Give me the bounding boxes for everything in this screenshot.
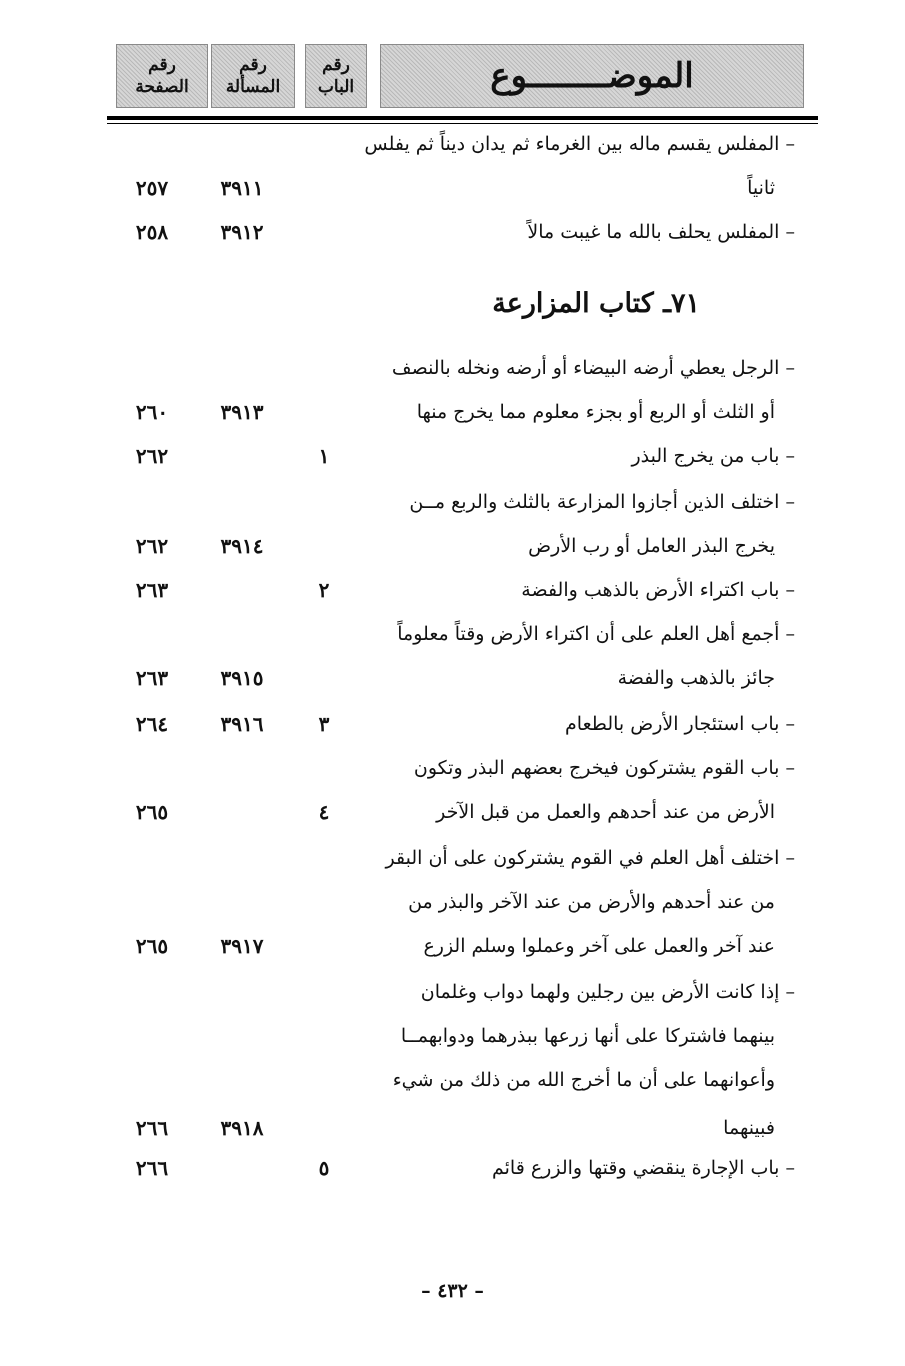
header-masala-col [211, 44, 295, 108]
toc-row [0, 706, 905, 742]
toc-row [0, 928, 905, 964]
toc-row [0, 1062, 905, 1098]
row-text: – اختلف أهل العلم في القوم يشتركون على أن البقر [385, 847, 795, 869]
toc-row [0, 572, 905, 608]
toc-row [0, 1110, 905, 1146]
section-title: ٧١ـ كتاب المزارعة [492, 288, 700, 319]
row-bab: ٣ [318, 712, 330, 736]
row-page: ٢٦٤ [135, 712, 169, 736]
row-text: وأعوانهما على أن ما أخرج الله من ذلك من شيء [392, 1069, 775, 1091]
header-bab-label-1: رقم [322, 55, 350, 75]
header-rule-thick [107, 116, 818, 120]
row-page: ٢٦٦ [135, 1156, 169, 1180]
row-text: – باب الإجارة ينقضي وقتها والزرع قائم [491, 1157, 795, 1179]
row-bab: ٤ [318, 800, 330, 824]
row-text: – أجمع أهل العلم على أن اكتراء الأرض وقتاً معلوماً [397, 623, 795, 645]
row-text: الأرض من عند أحدهم والعمل من قبل الآخر [436, 801, 775, 823]
row-text: ثانياً [747, 177, 775, 199]
row-text: أو الثلث أو الربع أو بجزء معلوم مما يخرج منها [416, 401, 775, 423]
toc-row [0, 170, 905, 206]
toc-row [0, 438, 905, 474]
toc-row [0, 394, 905, 430]
toc-row [0, 1018, 905, 1054]
row-text: من عند أحدهم والأرض من عند الآخر والبذر من [408, 891, 775, 913]
row-text: – باب القوم يشتركون فيخرج بعضهم البذر وتكون [413, 757, 795, 779]
row-text: جائز بالذهب والفضة [617, 667, 775, 689]
row-text: بينهما فاشتركا على أنها زرعها ببذرهما ودوابهمــا [400, 1025, 775, 1047]
row-page: ٢٥٧ [135, 176, 169, 200]
toc-row [0, 750, 905, 786]
toc-row [0, 350, 905, 386]
row-page: ٢٦٣ [135, 666, 169, 690]
row-text: – باب اكتراء الأرض بالذهب والفضة [521, 579, 795, 601]
header-masala-label-2: المسألة [225, 77, 281, 97]
header-bab-label-2: الباب [317, 77, 355, 97]
row-page: ٢٦٣ [135, 578, 169, 602]
header-subject-label: الموضــــــــوع [490, 56, 694, 96]
row-page: ٢٦٥ [135, 934, 169, 958]
row-text: يخرج البذر العامل أو رب الأرض [528, 535, 775, 557]
row-masala: ٣٩١٦ [220, 712, 264, 736]
header-rule-thin [107, 123, 818, 124]
row-masala: ٣٩١٢ [220, 220, 264, 244]
row-page: ٢٦٢ [135, 444, 169, 468]
row-bab: ١ [318, 444, 330, 468]
row-page: ٢٥٨ [135, 220, 169, 244]
row-masala: ٣٩١٣ [220, 400, 264, 424]
row-text: فبينهما [723, 1117, 775, 1139]
row-text: – المفلس يقسم ماله بين الغرماء ثم يدان ديناً ثم يفلس [364, 133, 795, 155]
row-text: عند آخر والعمل على آخر وعملوا وسلم الزرع [423, 935, 775, 957]
header-masala-label-1: رقم [239, 55, 267, 75]
page-number: – ٤٣٢ – [421, 1280, 484, 1302]
row-bab: ٥ [318, 1156, 330, 1180]
row-text: – باب من يخرج البذر [631, 445, 795, 467]
row-masala: ٣٩١٤ [220, 534, 264, 558]
row-page: ٢٦٦ [135, 1116, 169, 1140]
row-text: – اختلف الذين أجازوا المزارعة بالثلث والربع مــن [409, 491, 795, 513]
toc-row [0, 884, 905, 920]
header-page-label-1: رقم [148, 55, 176, 75]
toc-row [0, 214, 905, 250]
row-text: – إذا كانت الأرض بين رجلين ولهما دواب وغلمان [420, 981, 795, 1003]
toc-row [0, 126, 905, 162]
row-text: – الرجل يعطي أرضه البيضاء أو أرضه ونخله بالنصف [391, 357, 795, 379]
toc-row [0, 1150, 905, 1186]
row-masala: ٣٩١١ [220, 176, 264, 200]
toc-row [0, 840, 905, 876]
header-subject-col [380, 44, 804, 108]
row-text: – المفلس يحلف بالله ما غيبت مالاً [527, 221, 795, 243]
row-masala: ٣٩١٨ [220, 1116, 264, 1140]
row-page: ٢٦٢ [135, 534, 169, 558]
row-masala: ٣٩١٧ [220, 934, 264, 958]
toc-row [0, 794, 905, 830]
row-page: ٢٦٠ [135, 400, 169, 424]
header-page-col [116, 44, 208, 108]
row-page: ٢٦٥ [135, 800, 169, 824]
toc-row [0, 616, 905, 652]
toc-row [0, 974, 905, 1010]
header-page-label-2: الصفحة [135, 77, 189, 97]
header-bab-col [305, 44, 367, 108]
toc-row [0, 484, 905, 520]
toc-row [0, 660, 905, 696]
toc-row [0, 528, 905, 564]
row-masala: ٣٩١٥ [220, 666, 264, 690]
row-text: – باب استئجار الأرض بالطعام [565, 713, 795, 735]
row-bab: ٢ [318, 578, 330, 602]
